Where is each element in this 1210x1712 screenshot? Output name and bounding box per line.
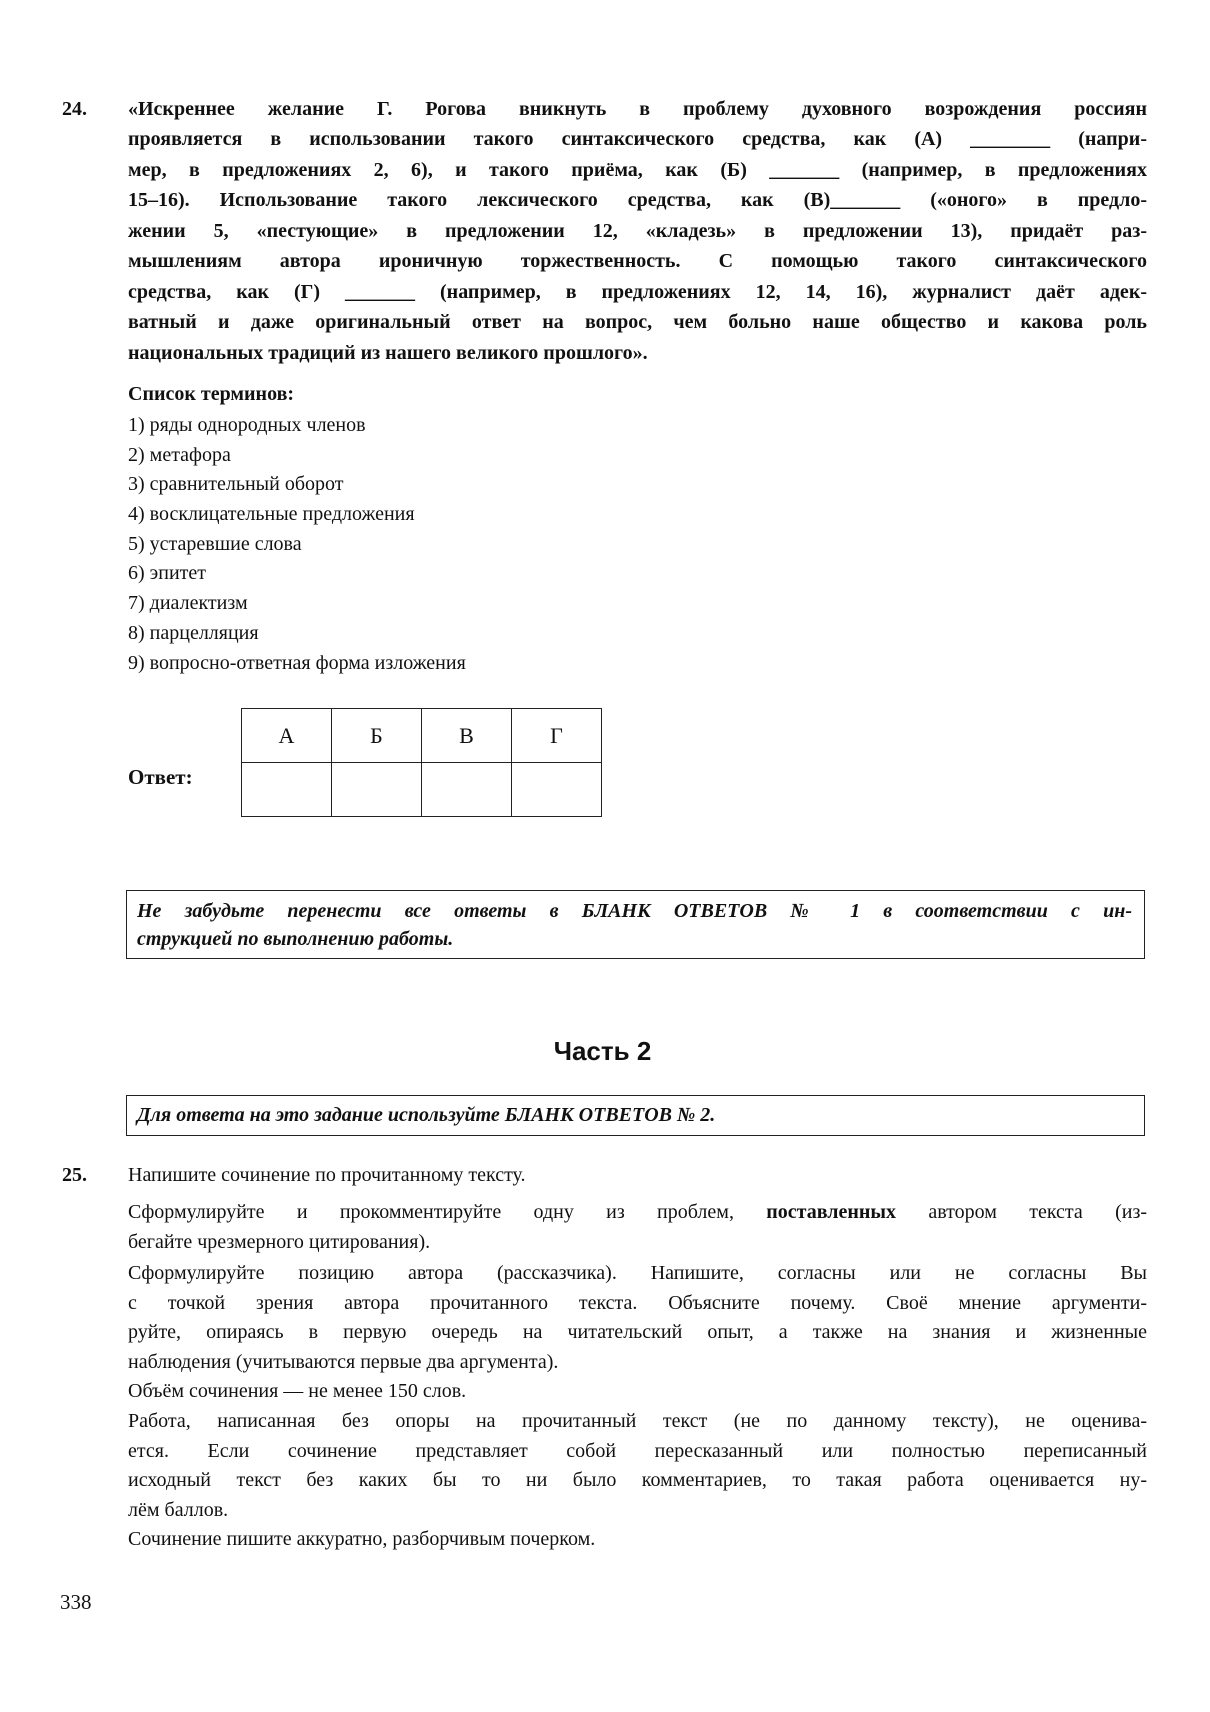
text-line: исходный текст без каких бы то ни было комментариев, то такая работа оценивается ну- <box>128 1469 1147 1491</box>
answer-cell[interactable] <box>332 763 422 817</box>
answer-col-header: Г <box>512 709 602 763</box>
text-line: 15–16). Использование такого лексического средства, как (В)_______ («оного» в предло- <box>128 189 1147 211</box>
reminder-line: струкцией по выполнению работы. <box>137 928 454 950</box>
reminder-box <box>126 890 1145 959</box>
instruction-box <box>126 1095 1145 1136</box>
text-segment: Сформулируйте и прокомментируйте одну из проблем, <box>128 1201 734 1223</box>
text-line: ватный и даже оригинальный ответ на вопрос, чем больно наше общество и какова роль <box>128 311 1147 333</box>
reminder-line: Не забудьте перенести все ответы в БЛАНК ОТВЕТОВ № 1 в соответствии с ин- <box>137 900 1132 922</box>
task-25-number: 25. <box>62 1164 87 1186</box>
text-segment: автором текста (из- <box>928 1201 1147 1223</box>
part-2-title: Часть 2 <box>553 1036 652 1066</box>
text-line: жении 5, «пестующие» в предложении 12, «кладезь» в предложении 13), придаёт раз- <box>128 220 1147 242</box>
answer-label: Ответ: <box>128 765 193 789</box>
text-line: бегайте чрезмерного цитирования). <box>128 1231 431 1253</box>
text-line <box>128 1201 1147 1227</box>
text-line: национальных традиций из нашего великого прошлого». <box>128 342 648 364</box>
text-line: руйте, опираясь в первую очередь на читательский опыт, а также на знания и жизненные <box>128 1321 1147 1343</box>
text-line: лём баллов. <box>128 1499 229 1521</box>
text-line: Сформулируйте позицию автора (рассказчика). Напишите, согласны или не согласны Вы <box>128 1262 1147 1284</box>
text-line: Напишите сочинение по прочитанному тексту. <box>128 1164 526 1186</box>
term-item: 6) эпитет <box>128 562 207 584</box>
text-line: с точкой зрения автора прочитанного текста. Объясните почему. Своё мнение аргументи- <box>128 1292 1147 1314</box>
answer-col-header: Б <box>332 709 422 763</box>
answer-cell[interactable] <box>242 763 332 817</box>
term-item: 3) сравнительный оборот <box>128 473 344 495</box>
task-24-number: 24. <box>62 98 87 120</box>
text-line: средства, как (Г) _______ (например, в предложениях 12, 14, 16), журналист даёт адек- <box>128 281 1147 303</box>
text-segment-bold: поставленных <box>766 1201 897 1223</box>
text-line: мер, в предложениях 2, 6), и такого приёма, как (Б) _______ (например, в предложениях <box>128 159 1147 181</box>
instruction-text: Для ответа на это задание используйте БЛАНК ОТВЕТОВ № 2. <box>137 1104 716 1126</box>
term-item: 9) вопросно-ответная форма изложения <box>128 652 466 674</box>
term-item: 8) парцелляция <box>128 622 259 644</box>
term-item: 1) ряды однородных членов <box>128 414 366 436</box>
text-line: Сочинение пишите аккуратно, разборчивым почерком. <box>128 1528 596 1550</box>
term-item: 4) восклицательные предложения <box>128 503 415 525</box>
answer-cell[interactable] <box>512 763 602 817</box>
term-item: 7) диалектизм <box>128 592 248 614</box>
text-line: наблюдения (учитываются первые два аргумента). <box>128 1351 559 1373</box>
answer-table <box>241 708 602 817</box>
text-line: проявляется в использовании такого синтаксического средства, как (А) ________ (напри- <box>128 128 1147 150</box>
text-line: Объём сочинения — не менее 150 слов. <box>128 1380 467 1402</box>
text-line: «Искреннее желание Г. Рогова вникнуть в проблему духовного возрождения россиян <box>128 98 1147 120</box>
text-line: мышлениям автора ироничную торжественность. С помощью такого синтаксического <box>128 250 1147 272</box>
text-line: ется. Если сочинение представляет собой пересказанный или полностью переписанный <box>128 1440 1147 1462</box>
answer-col-header: В <box>422 709 512 763</box>
page-number: 338 <box>60 1590 92 1614</box>
text-line: Работа, написанная без опоры на прочитанный текст (не по данному тексту), не оценива- <box>128 1410 1147 1432</box>
terms-heading: Список терминов: <box>128 383 295 405</box>
term-item: 2) метафора <box>128 444 231 466</box>
answer-cell[interactable] <box>422 763 512 817</box>
answer-col-header: А <box>242 709 332 763</box>
term-item: 5) устаревшие слова <box>128 533 302 555</box>
